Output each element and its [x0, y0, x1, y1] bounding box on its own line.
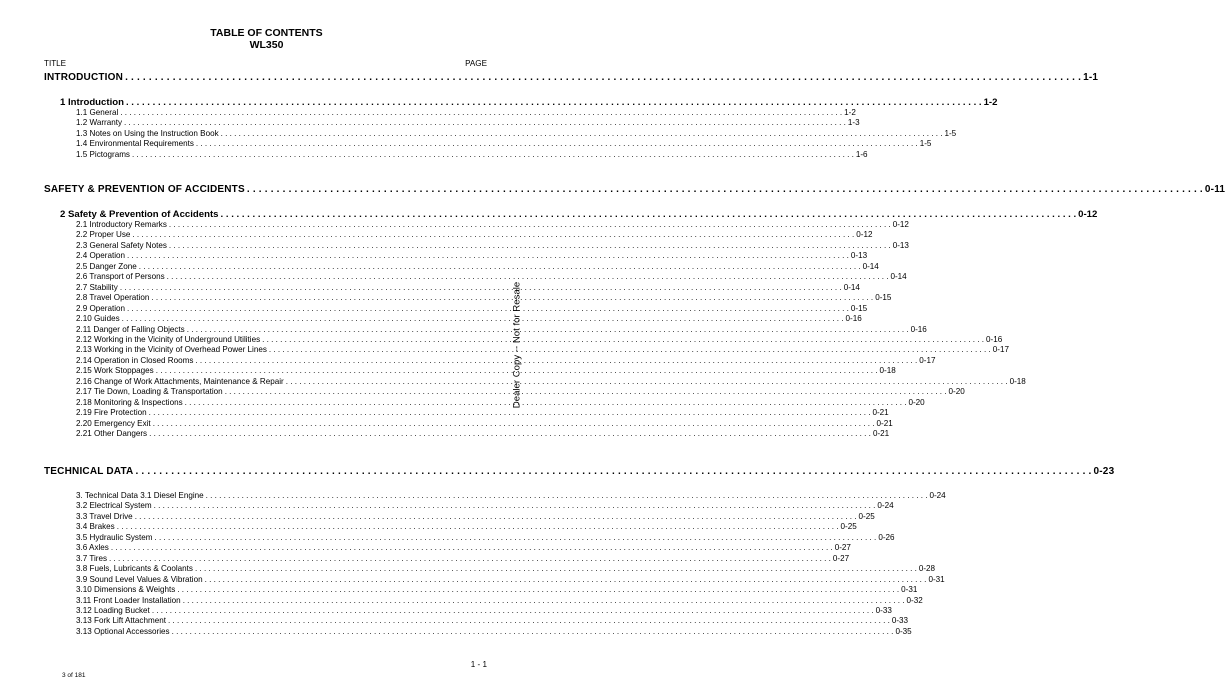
toc-item[interactable]	[76, 397, 925, 407]
dot-leader: . . . . . . . . . . . . . . . . . . . . . . . . . . . . . . . . . . . . . . . . . . . . . . . . . . . . . . . . . . . . . . . . . . . . . . . . . . . . . . . . . . . . . . . . . . . . . . . . . . . . . . . . . . . . . . . . . . . . . . . . . . . . . . . . . . . . . . . . . . . . . . . . . . . . . . . . . . . . . . . . .	[119, 282, 842, 292]
toc-item[interactable]	[76, 251, 868, 261]
toc-item[interactable]	[76, 387, 965, 397]
toc-entry-title: 2.18 Monitoring & Inspections	[76, 397, 183, 407]
toc-entry-page: 1-6	[855, 149, 868, 159]
toc-entry-page: 0-17	[919, 355, 936, 365]
toc-item[interactable]	[76, 511, 875, 521]
toc-entry-page: 0-13	[892, 240, 909, 250]
toc-entry-title: 2.2 Proper Use	[76, 230, 131, 240]
toc-chapter-heading[interactable]	[60, 209, 1098, 220]
dot-leader: . . . . . . . . . . . . . . . . . . . . . . . . . . . . . . . . . . . . . . . . . . . . . . . . . . . . . . . . . . . . . . . . . . . . . . . . . . . . . . . . . . . . . . . . . . . . . . . . . . . . . . . . . . . . . . . . . . . . . . . . . . . . . . . . . . . . . . . . . . . . . . . . . . . . . . . . . . . . . . . . .	[168, 240, 891, 250]
toc-entry-title: 2.8 Travel Operation	[76, 293, 150, 303]
dot-leader: . . . . . . . . . . . . . . . . . . . . . . . . . . . . . . . . . . . . . . . . . . . . . . . . . . . . . . . . . . . . . . . . . . . . . . . . . . . . . . . . . . . . . . . . . . . . . . . . . . . . . . . . . . . . . . . . . . . . . . . . . . . . . . . . . . . . . . . . . . . . . . . . . . . . . . . . . . . . . . . . .	[262, 334, 984, 344]
toc-entry-title: SAFETY & PREVENTION OF ACCIDENTS	[44, 184, 245, 195]
toc-entry-title: 3.8 Fuels, Lubricants & Coolants	[76, 564, 193, 574]
toc-item[interactable]	[76, 324, 927, 334]
toc-entry-page: 0-24	[929, 491, 946, 500]
dot-leader: . . . . . . . . . . . . . . . . . . . . . . . . . . . . . . . . . . . . . . . . . . . . . . . . . . . . . . . . . . . . . . . . . . . . . . . . . . . . . . . . . . . . . . . . . . . . . . . . . . . . . . . . . . . . . . . . . . . . . . . . . . . . . . . . . . . . . . . . . . . . . . . . . . . . . . . . . . . . . . . . .	[194, 564, 917, 574]
toc-item[interactable]	[76, 149, 868, 159]
column-title-label: TITLE	[44, 59, 67, 68]
toc-item[interactable]	[76, 574, 945, 584]
toc-entry-title: 3.4 Brakes	[76, 522, 115, 532]
toc-entry-page: 0-32	[906, 595, 923, 605]
dot-leader: . . . . . . . . . . . . . . . . . . . . . . . . . . . . . . . . . . . . . . . . . . . . . . . . . . . . . . . . . . . . . . . . . . . . . . . . . . . . . . . . . . . . . . . . . . . . . . . . . . . . . . . . . . . . . . . . . . . . . . . . . . . . . . . . . . . . . . . . . . . . . . . . . . . . . . . . . . . . . . . . .	[127, 303, 849, 313]
toc-entry-page: 0-16	[910, 324, 927, 334]
toc-entry-title: 2 Safety & Prevention of Accidents	[60, 209, 219, 220]
dot-leader: . . . . . . . . . . . . . . . . . . . . . . . . . . . . . . . . . . . . . . . . . . . . . . . . . . . . . . . . . . . . . . . . . . . . . . . . . . . . . . . . . . . . . . . . . . . . . . . . . . . . . . . . . . . . . . . . . . . . . . . . . . . . . . . . . . . . . . . . . . . . . . . . . . . . . . . . . . . . . . . . .	[220, 209, 1077, 220]
toc-entry-page: 0-31	[928, 574, 945, 584]
dot-leader: . . . . . . . . . . . . . . . . . . . . . . . . . . . . . . . . . . . . . . . . . . . . . . . . . . . . . . . . . . . . . . . . . . . . . . . . . . . . . . . . . . . . . . . . . . . . . . . . . . . . . . . . . . . . . . . . . . . . . . . . . . . . . . . . . . . . . . . . . . . . . . . . . . . . . . . . . . . . . . . . .	[116, 522, 839, 532]
toc-entry-page: 1-3	[847, 118, 860, 128]
toc-item[interactable]	[76, 595, 923, 605]
dealer-copy-notice: Dealer Copy -- Not for Resale	[511, 281, 523, 409]
dot-leader: . . . . . . . . . . . . . . . . . . . . . . . . . . . . . . . . . . . . . . . . . . . . . . . . . . . . . . . . . . . . . . . . . . . . . . . . . . . . . . . . . . . . . . . . . . . . . . . . . . . . . . . . . . . . . . . . . . . . . . . . . . . . . . . . . . . . . . . . . . . . . . . . . . . . . . . . . . . . . . . . .	[204, 574, 927, 584]
dot-leader: . . . . . . . . . . . . . . . . . . . . . . . . . . . . . . . . . . . . . . . . . . . . . . . . . . . . . . . . . . . . . . . . . . . . . . . . . . . . . . . . . . . . . . . . . . . . . . . . . . . . . . . . . . . . . . . . . . . . . . . . . . . . . . . . . . . . . . . . . . . . . . . . . . . . . . . . . . . . . . . . .	[120, 108, 843, 117]
dot-leader: . . . . . . . . . . . . . . . . . . . . . . . . . . . . . . . . . . . . . . . . . . . . . . . . . . . . . . . . . . . . . . . . . . . . . . . . . . . . . . . . . . . . . . . . . . . . . . . . . . . . . . . . . . . . . . . . . . . . . . . . . . . . . . . . . . . . . . . . . . . . . . . . . . . . . . . . . . . . . . . . .	[154, 532, 877, 542]
dot-leader: . . . . . . . . . . . . . . . . . . . . . . . . . . . . . . . . . . . . . . . . . . . . . . . . . . . . . . . . . . . . . . . . . . . . . . . . . . . . . . . . . . . . . . . . . . . . . . . . . . . . . . . . . . . . . . . . . . . . . . . . . . . . . . . . . . . . . . . . . . . . . . . . . . . . . . . . . . . . . . . . .	[138, 261, 861, 271]
toc-entry-title: 3.2 Electrical System	[76, 501, 152, 511]
dot-leader: . . . . . . . . . . . . . . . . . . . . . . . . . . . . . . . . . . . . . . . . . . . . . . . . . . . . . . . . . . . . . . . . . . . . . . . . . . . . . . . . . . . . . . . . . . . . . . . . . . . . . . . . . . . . . . . . . . . . . . . . . . . . . . . . . . . . . . . . . . . . . . . . . . . . . . . . . . . . . . . . .	[125, 72, 1082, 83]
dot-leader: . . . . . . . . . . . . . . . . . . . . . . . . . . . . . . . . . . . . . . . . . . . . . . . . . . . . . . . . . . . . . . . . . . . . . . . . . . . . . . . . . . . . . . . . . . . . . . . . . . . . . . . . . . . . . . . . . . . . . . . . . . . . . . . . . . . . . . . . . . . . . . . . . . . . . . . . . . . . . . . . .	[131, 149, 854, 159]
toc-entry-title: 2.7 Stability	[76, 282, 118, 292]
toc-entry-title: 3.9 Sound Level Values & Vibration	[76, 574, 203, 584]
toc-entry-page: 0-33	[875, 605, 892, 615]
dot-leader: . . . . . . . . . . . . . . . . . . . . . . . . . . . . . . . . . . . . . . . . . . . . . . . . . . . . . . . . . . . . . . . . . . . . . . . . . . . . . . . . . . . . . . . . . . . . . . . . . . . . . . . . . . . . . . . . . . . . . . . . . . . . . . . . . . . . . . . . . . . . . . . . . . . . . . . . . . . . . . . . .	[246, 184, 1203, 195]
toc-entry-page: 0-27	[834, 543, 851, 553]
toc-entry-page: 0-12	[892, 220, 909, 229]
toc-entry-title: TECHNICAL DATA	[44, 466, 134, 477]
toc-chapter-heading[interactable]	[60, 97, 998, 108]
dot-leader: . . . . . . . . . . . . . . . . . . . . . . . . . . . . . . . . . . . . . . . . . . . . . . . . . . . . . . . . . . . . . . . . . . . . . . . . . . . . . . . . . . . . . . . . . . . . . . . . . . . . . . . . . . . . . . . . . . . . . . . . . . . . . . . . . . . . . . . . . . . . . . . . . . . . . . . . . . . . . . . . .	[132, 230, 855, 240]
toc-entry-page: 0-25	[840, 522, 857, 532]
toc-item[interactable]	[76, 303, 868, 313]
toc-item[interactable]	[76, 345, 1009, 355]
toc-entry-page: 0-12	[1078, 209, 1098, 220]
toc-entry-page: 0-11	[1204, 184, 1225, 195]
dot-leader: . . . . . . . . . . . . . . . . . . . . . . . . . . . . . . . . . . . . . . . . . . . . . . . . . . . . . . . . . . . . . . . . . . . . . . . . . . . . . . . . . . . . . . . . . . . . . . . . . . . . . . . . . . . . . . . . . . . . . . . . . . . . . . . . . . . . . . . . . . . . . . . . . . . . . . . . . . . . . . . . .	[134, 511, 857, 521]
toc-item[interactable]	[76, 230, 873, 240]
dot-leader: . . . . . . . . . . . . . . . . . . . . . . . . . . . . . . . . . . . . . . . . . . . . . . . . . . . . . . . . . . . . . . . . . . . . . . . . . . . . . . . . . . . . . . . . . . . . . . . . . . . . . . . . . . . . . . . . . . . . . . . . . . . . . . . . . . . . . . . . . . . . . . . . . . . . . . . . . . . . . . . . .	[182, 595, 905, 605]
toc-entry-title: 2.21 Other Dangers	[76, 429, 148, 438]
dot-leader: . . . . . . . . . . . . . . . . . . . . . . . . . . . . . . . . . . . . . . . . . . . . . . . . . . . . . . . . . . . . . . . . . . . . . . . . . . . . . . . . . . . . . . . . . . . . . . . . . . . . . . . . . . . . . . . . . . . . . . . . . . . . . . . . . . . . . . . . . . . . . . . . . . . . . . . . . . . . . . . . .	[121, 314, 844, 324]
toc-entry-page: 0-35	[895, 626, 912, 636]
toc-entry-page: 0-24	[877, 501, 894, 511]
dot-leader: . . . . . . . . . . . . . . . . . . . . . . . . . . . . . . . . . . . . . . . . . . . . . . . . . . . . . . . . . . . . . . . . . . . . . . . . . . . . . . . . . . . . . . . . . . . . . . . . . . . . . . . . . . . . . . . . . . . . . . . . . . . . . . . . . . . . . . . . . . . . . . . . . . . . . . . . . . . . . . . . .	[151, 293, 874, 303]
dot-leader: . . . . . . . . . . . . . . . . . . . . . . . . . . . . . . . . . . . . . . . . . . . . . . . . . . . . . . . . . . . . . . . . . . . . . . . . . . . . . . . . . . . . . . . . . . . . . . . . . . . . . . . . . . . . . . . . . . . . . . . . . . . . . . . . . . . . . . . . . . . . . . . . . . . . . . . . . . . . . . . . .	[184, 397, 907, 407]
toc-item[interactable]	[76, 366, 896, 376]
toc-entry-title: 3.7 Tires	[76, 553, 108, 563]
toc-section-heading[interactable]	[44, 72, 1099, 83]
toc-item[interactable]	[76, 553, 850, 563]
toc-item[interactable]	[76, 376, 1026, 386]
toc-entry-title: 1.3 Notes on Using the Instruction Book	[76, 128, 219, 138]
toc-item[interactable]	[76, 605, 892, 615]
dot-leader: . . . . . . . . . . . . . . . . . . . . . . . . . . . . . . . . . . . . . . . . . . . . . . . . . . . . . . . . . . . . . . . . . . . . . . . . . . . . . . . . . . . . . . . . . . . . . . . . . . . . . . . . . . . . . . . . . . . . . . . . . . . . . . . . . . . . . . . . . . . . . . . . . . . . . . . . . . . . . . . . .	[177, 585, 900, 595]
toc-entry-title: 3.11 Front Loader Installation	[76, 595, 181, 605]
toc-entry-title: 3. Technical Data 3.1 Diesel Engine	[76, 491, 204, 500]
toc-entry-title: 2.1 Introductory Remarks	[76, 220, 167, 229]
toc-entry-page: 0-25	[858, 511, 875, 521]
toc-entry-page: 1-1	[1083, 72, 1099, 83]
dot-leader: . . . . . . . . . . . . . . . . . . . . . . . . . . . . . . . . . . . . . . . . . . . . . . . . . . . . . . . . . . . . . . . . . . . . . . . . . . . . . . . . . . . . . . . . . . . . . . . . . . . . . . . . . . . . . . . . . . . . . . . . . . . . . . . . . . . . . . . . . . . . . . . . . . . . . . . . . . . . . . . . .	[135, 466, 1092, 477]
toc-item[interactable]	[76, 139, 932, 149]
toc-entry-page: 0-14	[843, 282, 860, 292]
dot-leader: . . . . . . . . . . . . . . . . . . . . . . . . . . . . . . . . . . . . . . . . . . . . . . . . . . . . . . . . . . . . . . . . . . . . . . . . . . . . . . . . . . . . . . . . . . . . . . . . . . . . . . . . . . . . . . . . . . . . . . . . . . . . . . . . . . . . . . . . . . . . . . . . . . . . . . . . . . . . . . . . .	[268, 345, 991, 355]
dot-leader: . . . . . . . . . . . . . . . . . . . . . . . . . . . . . . . . . . . . . . . . . . . . . . . . . . . . . . . . . . . . . . . . . . . . . . . . . . . . . . . . . . . . . . . . . . . . . . . . . . . . . . . . . . . . . . . . . . . . . . . . . . . . . . . . . . . . . . . . . . . . . . . . . . . . . . . . . . . . . . . . .	[153, 501, 876, 511]
toc-entry-title: 3.5 Hydraulic System	[76, 532, 153, 542]
toc-entry-title: 2.20 Emergency Exit	[76, 418, 151, 428]
toc-entry-page: 0-26	[878, 532, 895, 542]
toc-entry-page: 0-21	[872, 408, 889, 418]
toc-entry-title: 2.5 Danger Zone	[76, 261, 137, 271]
toc-entry-page: 0-31	[901, 585, 918, 595]
toc-item[interactable]	[76, 334, 1003, 344]
dot-leader: . . . . . . . . . . . . . . . . . . . . . . . . . . . . . . . . . . . . . . . . . . . . . . . . . . . . . . . . . . . . . . . . . . . . . . . . . . . . . . . . . . . . . . . . . . . . . . . . . . . . . . . . . . . . . . . . . . . . . . . . . . . . . . . . . . . . . . . . . . . . . . . . . . . . . . . . . . . . . . . . .	[166, 272, 889, 282]
toc-entry-title: 2.13 Working in the Vicinity of Overhead Power Lines	[76, 345, 267, 355]
toc-entry-title: 2.10 Guides	[76, 314, 120, 324]
toc-item[interactable]	[76, 429, 890, 438]
toc-entry-title: 2.14 Operation in Closed Rooms	[76, 355, 194, 365]
toc-item[interactable]	[76, 616, 909, 626]
toc-entry-title: 3.13 Fork Lift Attachment	[76, 616, 166, 626]
dot-leader: . . . . . . . . . . . . . . . . . . . . . . . . . . . . . . . . . . . . . . . . . . . . . . . . . . . . . . . . . . . . . . . . . . . . . . . . . . . . . . . . . . . . . . . . . . . . . . . . . . . . . . . . . . . . . . . . . . . . . . . . . . . . . . . . . . . . . . . . . . . . . . . . . . . . . . . . . . . . . . . . .	[149, 429, 871, 438]
toc-item[interactable]	[76, 585, 918, 595]
column-page-label: PAGE	[465, 59, 487, 68]
toc-item[interactable]	[76, 282, 860, 292]
dot-leader: . . . . . . . . . . . . . . . . . . . . . . . . . . . . . . . . . . . . . . . . . . . . . . . . . . . . . . . . . . . . . . . . . . . . . . . . . . . . . . . . . . . . . . . . . . . . . . . . . . . . . . . . . . . . . . . . . . . . . . . . . . . . . . . . . . . . . . . . . . . . . . . . . . . . . . . . . . . . . . . . .	[186, 324, 909, 334]
dot-leader: . . . . . . . . . . . . . . . . . . . . . . . . . . . . . . . . . . . . . . . . . . . . . . . . . . . . . . . . . . . . . . . . . . . . . . . . . . . . . . . . . . . . . . . . . . . . . . . . . . . . . . . . . . . . . . . . . . . . . . . . . . . . . . . . . . . . . . . . . . . . . . . . . . . . . . . . . . . . . . . . .	[205, 491, 928, 500]
toc-item[interactable]	[76, 522, 857, 532]
toc-entry-title: INTRODUCTION	[44, 72, 124, 83]
toc-item[interactable]	[76, 626, 912, 636]
toc-entry-page: 0-15	[850, 303, 868, 313]
toc-item[interactable]	[76, 293, 892, 303]
toc-entry-page: 0-23	[1093, 466, 1115, 477]
toc-item[interactable]	[76, 418, 893, 428]
toc-entry-title: 2.16 Change of Work Attachments, Maintenance & Repair	[76, 376, 284, 386]
toc-entry-title: 1.4 Environmental Requirements	[76, 139, 194, 149]
toc-entry-page: 0-13	[850, 251, 868, 261]
toc-entry-title: 3.12 Loading Bucket	[76, 605, 150, 615]
toc-entry-page: 1-5	[944, 128, 957, 138]
toc-entry-title: 2.12 Working in the Vicinity of Underground Utilities	[76, 334, 261, 344]
toc-entry-title: 2.9 Operation	[76, 303, 126, 313]
document-title: TABLE OF CONTENTS	[210, 27, 323, 39]
dot-leader: . . . . . . . . . . . . . . . . . . . . . . . . . . . . . . . . . . . . . . . . . . . . . . . . . . . . . . . . . . . . . . . . . . . . . . . . . . . . . . . . . . . . . . . . . . . . . . . . . . . . . . . . . . . . . . . . . . . . . . . . . . . . . . . . . . . . . . . . . . . . . . . . . . . . . . . . . . . . . . . . .	[155, 366, 878, 376]
toc-entry-page: 0-28	[918, 564, 936, 574]
toc-entry-page: 0-18	[879, 366, 896, 376]
toc-entry-page: 0-21	[872, 429, 890, 438]
document-model: WL350	[249, 39, 284, 51]
toc-item[interactable]	[76, 314, 862, 324]
dot-leader: . . . . . . . . . . . . . . . . . . . . . . . . . . . . . . . . . . . . . . . . . . . . . . . . . . . . . . . . . . . . . . . . . . . . . . . . . . . . . . . . . . . . . . . . . . . . . . . . . . . . . . . . . . . . . . . . . . . . . . . . . . . . . . . . . . . . . . . . . . . . . . . . . . . . . . . . . . . . . . . . .	[171, 626, 894, 636]
toc-entry-title: 2.4 Operation	[76, 251, 126, 261]
dot-leader: . . . . . . . . . . . . . . . . . . . . . . . . . . . . . . . . . . . . . . . . . . . . . . . . . . . . . . . . . . . . . . . . . . . . . . . . . . . . . . . . . . . . . . . . . . . . . . . . . . . . . . . . . . . . . . . . . . . . . . . . . . . . . . . . . . . . . . . . . . . . . . . . . . . . . . . . . . . . . . . . .	[152, 418, 875, 428]
dot-leader: . . . . . . . . . . . . . . . . . . . . . . . . . . . . . . . . . . . . . . . . . . . . . . . . . . . . . . . . . . . . . . . . . . . . . . . . . . . . . . . . . . . . . . . . . . . . . . . . . . . . . . . . . . . . . . . . . . . . . . . . . . . . . . . . . . . . . . . . . . . . . . . . . . . . . . . . . . . . . . . . .	[195, 355, 918, 365]
toc-item[interactable]	[76, 408, 889, 418]
dot-leader: . . . . . . . . . . . . . . . . . . . . . . . . . . . . . . . . . . . . . . . . . . . . . . . . . . . . . . . . . . . . . . . . . . . . . . . . . . . . . . . . . . . . . . . . . . . . . . . . . . . . . . . . . . . . . . . . . . . . . . . . . . . . . . . . . . . . . . . . . . . . . . . . . . . . . . . . . . . . . . . . .	[195, 139, 918, 149]
dot-leader: . . . . . . . . . . . . . . . . . . . . . . . . . . . . . . . . . . . . . . . . . . . . . . . . . . . . . . . . . . . . . . . . . . . . . . . . . . . . . . . . . . . . . . . . . . . . . . . . . . . . . . . . . . . . . . . . . . . . . . . . . . . . . . . . . . . . . . . . . . . . . . . . . . . . . . . . . . . . . . . . .	[109, 553, 831, 563]
toc-item[interactable]	[76, 564, 936, 574]
toc-entry-page: 1-5	[919, 139, 932, 149]
toc-entry-page: 1-2	[844, 108, 856, 117]
toc-entry-page: 0-14	[890, 272, 907, 282]
sheet-number: 3 of 181	[62, 672, 86, 679]
toc-section-heading[interactable]	[44, 184, 1225, 195]
toc-section-heading[interactable]	[44, 466, 1115, 477]
toc-entry-page: 0-21	[876, 418, 893, 428]
toc-entry-page: 0-12	[856, 230, 873, 240]
toc-entry-page: 0-14	[862, 261, 879, 271]
toc-item[interactable]	[76, 128, 957, 138]
toc-entry-page: 0-33	[891, 616, 909, 626]
dot-leader: . . . . . . . . . . . . . . . . . . . . . . . . . . . . . . . . . . . . . . . . . . . . . . . . . . . . . . . . . . . . . . . . . . . . . . . . . . . . . . . . . . . . . . . . . . . . . . . . . . . . . . . . . . . . . . . . . . . . . . . . . . . . . . . . . . . . . . . . . . . . . . . . . . . . . . . . . . . . . . . . .	[220, 128, 943, 138]
page-number: 1 - 1	[470, 660, 487, 669]
toc-entry-title: 3.10 Dimensions & Weights	[76, 585, 176, 595]
toc-entry-page: 0-20	[908, 397, 925, 407]
toc-entry-title: 3.3 Travel Drive	[76, 511, 133, 521]
dot-leader: . . . . . . . . . . . . . . . . . . . . . . . . . . . . . . . . . . . . . . . . . . . . . . . . . . . . . . . . . . . . . . . . . . . . . . . . . . . . . . . . . . . . . . . . . . . . . . . . . . . . . . . . . . . . . . . . . . . . . . . . . . . . . . . . . . . . . . . . . . . . . . . . . . . . . . . . . . . . . . . . .	[148, 408, 871, 418]
toc-entry-title: 1.2 Warranty	[76, 118, 123, 128]
toc-entry-title: 2.15 Work Stoppages	[76, 366, 154, 376]
toc-item[interactable]	[76, 261, 879, 271]
dot-leader: . . . . . . . . . . . . . . . . . . . . . . . . . . . . . . . . . . . . . . . . . . . . . . . . . . . . . . . . . . . . . . . . . . . . . . . . . . . . . . . . . . . . . . . . . . . . . . . . . . . . . . . . . . . . . . . . . . . . . . . . . . . . . . . . . . . . . . . . . . . . . . . . . . . . . . . . . . . . . . . . .	[285, 376, 1008, 386]
toc-entry-page: 0-15	[875, 293, 892, 303]
toc-item[interactable]	[76, 272, 907, 282]
toc-item[interactable]	[76, 532, 895, 542]
toc-entry-title: 2.3 General Safety Notes	[76, 240, 167, 250]
toc-entry-title: 1.5 Pictograms	[76, 149, 130, 159]
toc-item[interactable]	[76, 220, 909, 229]
dot-leader: . . . . . . . . . . . . . . . . . . . . . . . . . . . . . . . . . . . . . . . . . . . . . . . . . . . . . . . . . . . . . . . . . . . . . . . . . . . . . . . . . . . . . . . . . . . . . . . . . . . . . . . . . . . . . . . . . . . . . . . . . . . . . . . . . . . . . . . . . . . . . . . . . . . . . . . . . . . . . . . . .	[124, 118, 846, 128]
toc-entry-title: 3.6 Axles	[76, 543, 109, 553]
toc-entry-page: 1-2	[983, 97, 998, 108]
toc-item[interactable]	[76, 543, 851, 553]
dot-leader: . . . . . . . . . . . . . . . . . . . . . . . . . . . . . . . . . . . . . . . . . . . . . . . . . . . . . . . . . . . . . . . . . . . . . . . . . . . . . . . . . . . . . . . . . . . . . . . . . . . . . . . . . . . . . . . . . . . . . . . . . . . . . . . . . . . . . . . . . . . . . . . . . . . . . . . . . . . . . . . . .	[110, 543, 833, 553]
dot-leader: . . . . . . . . . . . . . . . . . . . . . . . . . . . . . . . . . . . . . . . . . . . . . . . . . . . . . . . . . . . . . . . . . . . . . . . . . . . . . . . . . . . . . . . . . . . . . . . . . . . . . . . . . . . . . . . . . . . . . . . . . . . . . . . . . . . . . . . . . . . . . . . . . . . . . . . . . . . . . . . . .	[167, 616, 890, 626]
toc-item[interactable]	[76, 118, 860, 128]
dot-leader: . . . . . . . . . . . . . . . . . . . . . . . . . . . . . . . . . . . . . . . . . . . . . . . . . . . . . . . . . . . . . . . . . . . . . . . . . . . . . . . . . . . . . . . . . . . . . . . . . . . . . . . . . . . . . . . . . . . . . . . . . . . . . . . . . . . . . . . . . . . . . . . . . . . . . . . . . . . . . . . . .	[168, 220, 891, 229]
dot-leader: . . . . . . . . . . . . . . . . . . . . . . . . . . . . . . . . . . . . . . . . . . . . . . . . . . . . . . . . . . . . . . . . . . . . . . . . . . . . . . . . . . . . . . . . . . . . . . . . . . . . . . . . . . . . . . . . . . . . . . . . . . . . . . . . . . . . . . . . . . . . . . . . . . . . . . . . . . . . . . . . .	[125, 97, 982, 108]
toc-entry-page: 0-16	[845, 314, 862, 324]
toc-item[interactable]	[76, 355, 936, 365]
toc-item[interactable]	[76, 501, 894, 511]
toc-item[interactable]	[76, 491, 946, 500]
dot-leader: . . . . . . . . . . . . . . . . . . . . . . . . . . . . . . . . . . . . . . . . . . . . . . . . . . . . . . . . . . . . . . . . . . . . . . . . . . . . . . . . . . . . . . . . . . . . . . . . . . . . . . . . . . . . . . . . . . . . . . . . . . . . . . . . . . . . . . . . . . . . . . . . . . . . . . . . . . . . . . . . .	[224, 387, 947, 397]
toc-entry-title: 3.13 Optional Accessories	[76, 626, 170, 636]
toc-entry-page: 0-27	[832, 553, 850, 563]
dot-leader: . . . . . . . . . . . . . . . . . . . . . . . . . . . . . . . . . . . . . . . . . . . . . . . . . . . . . . . . . . . . . . . . . . . . . . . . . . . . . . . . . . . . . . . . . . . . . . . . . . . . . . . . . . . . . . . . . . . . . . . . . . . . . . . . . . . . . . . . . . . . . . . . . . . . . . . . . . . . . . . . .	[151, 605, 874, 615]
toc-entry-title: 2.11 Danger of Falling Objects	[76, 324, 185, 334]
toc-item[interactable]	[76, 240, 909, 250]
toc-entry-title: 1.1 General	[76, 108, 119, 117]
toc-entry-page: 0-20	[948, 387, 965, 397]
toc-entry-title: 2.17 Tie Down, Loading & Transportation	[76, 387, 223, 397]
toc-entry-title: 2.6 Transport of Persons	[76, 272, 165, 282]
toc-item[interactable]	[76, 108, 856, 117]
toc-entry-page: 0-18	[1009, 376, 1026, 386]
toc-entry-page: 0-16	[986, 334, 1003, 344]
toc-entry-page: 0-17	[992, 345, 1009, 355]
dot-leader: . . . . . . . . . . . . . . . . . . . . . . . . . . . . . . . . . . . . . . . . . . . . . . . . . . . . . . . . . . . . . . . . . . . . . . . . . . . . . . . . . . . . . . . . . . . . . . . . . . . . . . . . . . . . . . . . . . . . . . . . . . . . . . . . . . . . . . . . . . . . . . . . . . . . . . . . . . . . . . . . .	[127, 251, 849, 261]
toc-entry-title: 1 Introduction	[60, 97, 124, 108]
toc-entry-title: 2.19 Fire Protection	[76, 408, 147, 418]
